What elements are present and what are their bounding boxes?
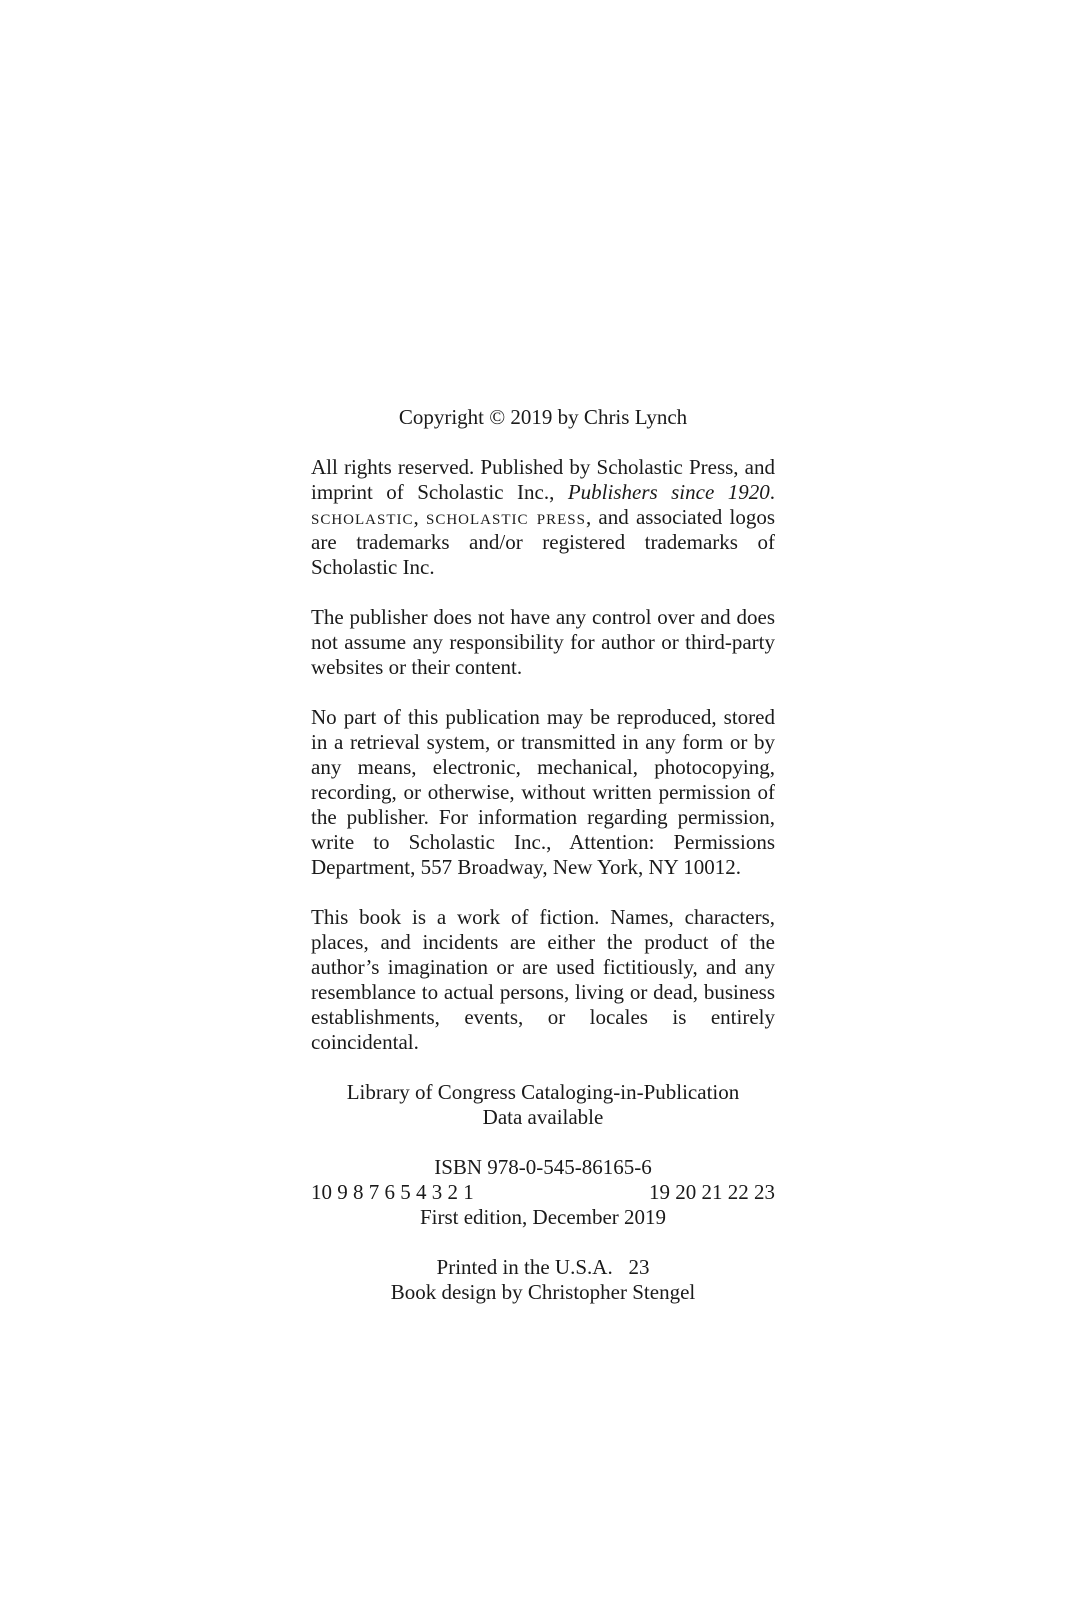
printed-in-line: Printed in the U.S.A. 23	[436, 1255, 650, 1279]
year-numbers: 19 20 21 22 23	[649, 1180, 775, 1204]
design-credit-line: Book design by Christopher Stengel	[390, 1280, 696, 1304]
permissions-paragraph: No part of this publication may be reproduced, stored in a retrieval system, or transmitted in any form or by any means, electronic, mechanical, photocopying, recording, or otherwise, without written permission of the publisher. For information regarding permission, write to Scholastic Inc., Attention: Permissions Department, 557 Broadway, New York, NY 10012.	[311, 705, 775, 879]
printing-numbers-line	[311, 1180, 775, 1205]
rights-text-3: ,	[413, 505, 426, 529]
copyright-page	[311, 405, 775, 1305]
printing-info-block	[311, 1155, 775, 1230]
fiction-notice-paragraph: This book is a work of fiction. Names, characters, places, and incidents are either the product of the author’s imagination or are used fictitiously, and any resemblance to actual persons, living or dead, business establishments, events, or locales is entirely coincidental.	[311, 905, 775, 1054]
trademark-scholastic: scholastic	[311, 505, 414, 529]
rights-text-4: , and associated logos are trademarks and/or registered trademarks of Scholastic Inc.	[311, 505, 775, 579]
isbn-line: ISBN 978-0-545-86165-6	[434, 1155, 652, 1179]
rights-text-2: .	[769, 480, 775, 504]
cip-line-1: Library of Congress Cataloging-in-Publication	[346, 1080, 740, 1104]
cip-line-2: Data available	[482, 1105, 604, 1129]
rights-paragraph	[311, 455, 775, 580]
publisher-disclaimer-paragraph: The publisher does not have any control over and does not assume any responsibility for author or third-party websites or their content.	[311, 605, 775, 679]
edition-line: First edition, December 2019	[419, 1205, 667, 1229]
cip-block	[311, 1080, 775, 1130]
printing-credits-block	[311, 1255, 775, 1305]
trademark-scholastic-press: scholastic press	[426, 505, 586, 529]
rights-text-1: All rights reserved. Published by Scholastic Press, and imprint of Scholastic Inc.,	[311, 455, 775, 504]
copyright-line: Copyright © 2019 by Chris Lynch	[398, 405, 688, 429]
printing-numbers: 10 9 8 7 6 5 4 3 2 1	[311, 1180, 474, 1204]
rights-italic-text: Publishers since 1920	[567, 480, 770, 504]
